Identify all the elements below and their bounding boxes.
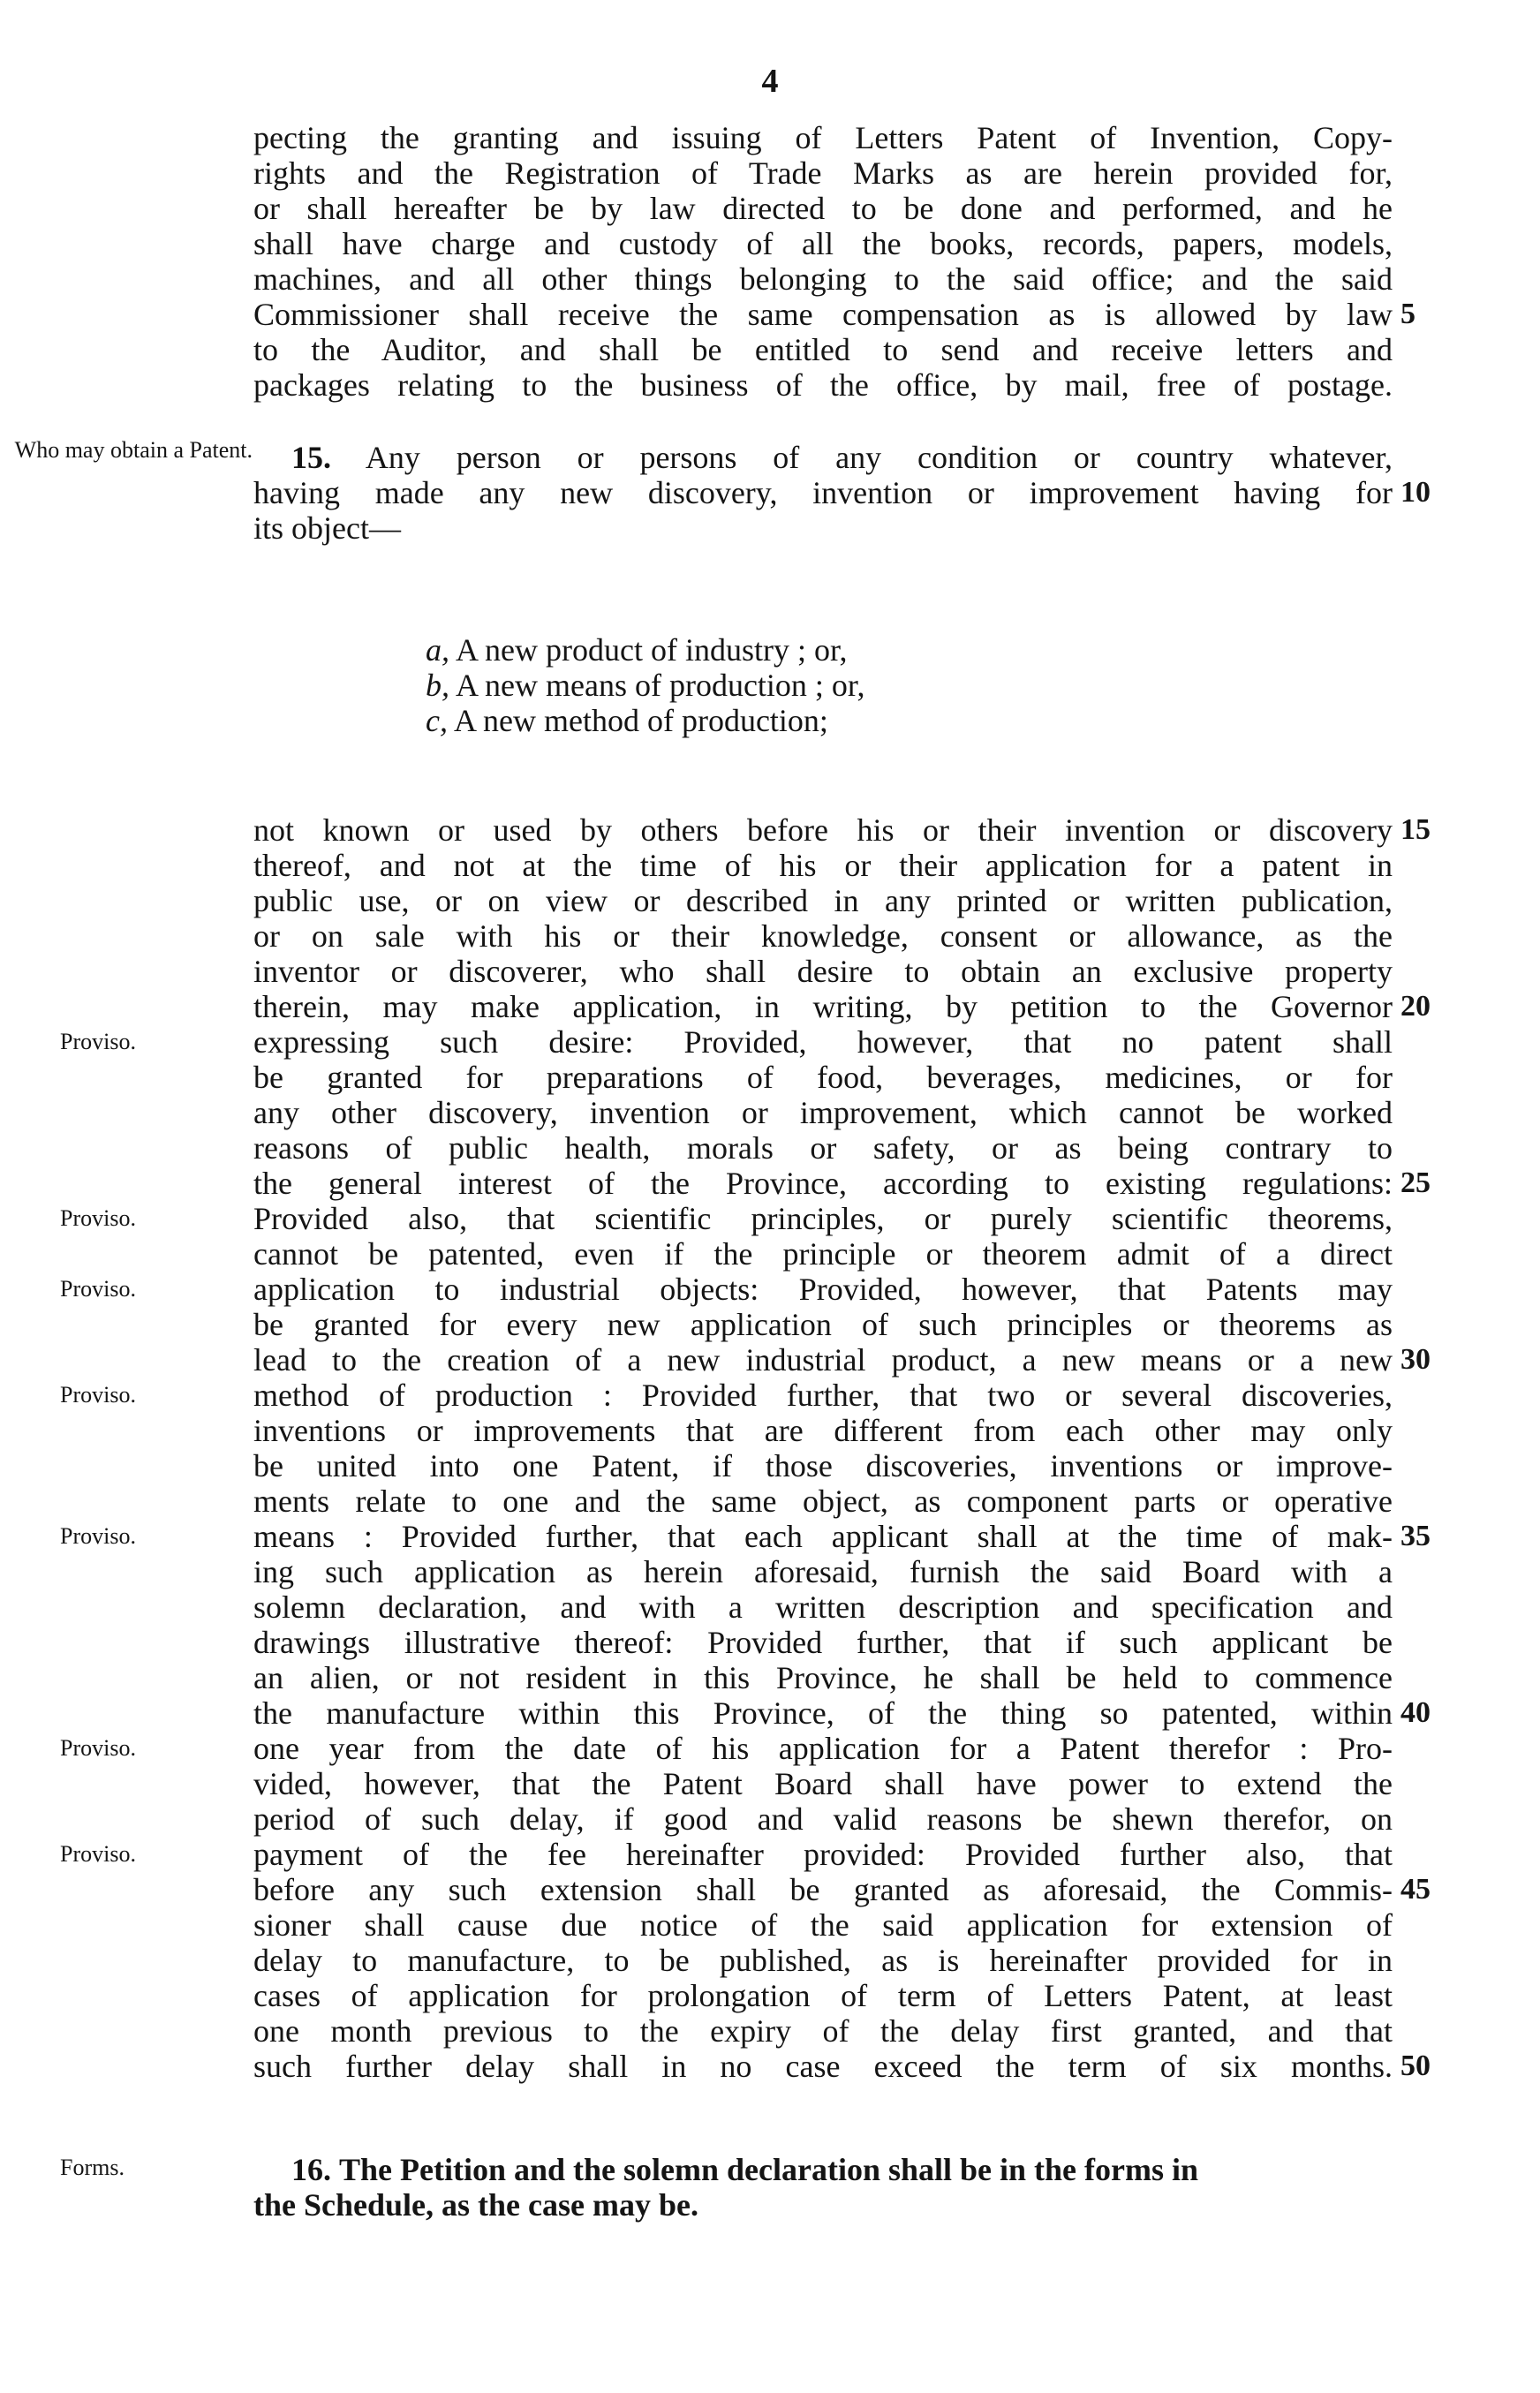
section-number: 16.	[291, 2152, 331, 2187]
text-line: one year from the date of his application for a Patent therefor : Pro-	[253, 1731, 1393, 1766]
margin-note-proviso: Proviso.	[60, 1735, 136, 1761]
text-line: shall have charge and custody of all the books, records, papers, models,	[253, 226, 1393, 261]
margin-note-proviso: Proviso.	[60, 1029, 136, 1054]
object-item-b	[426, 668, 864, 703]
text-line: cannot be patented, even if the principle or theorem admit of a direct	[253, 1236, 1393, 1272]
text-line: or shall hereafter be by law directed to be done and performed, and he	[253, 191, 1393, 226]
text-line: to the Auditor, and shall be entitled to send and receive letters and	[253, 332, 1393, 367]
text-line: delay to manufacture, to be published, as is hereinafter provided for in	[253, 1943, 1393, 1978]
section-number: 15.	[291, 440, 331, 475]
text-line: sioner shall cause due notice of the said application for extension of	[253, 1907, 1393, 1943]
text-line: vided, however, that the Patent Board shall have power to extend the	[253, 1766, 1393, 1801]
line-number: 30	[1400, 1343, 1431, 1376]
text-line: The Petition and the solemn declaration shall be in the forms in	[339, 2152, 1199, 2187]
text-line: drawings illustrative thereof: Provided further, that if such applicant be	[253, 1625, 1393, 1660]
text-line: any other discovery, invention or improvement, which cannot be worked	[253, 1095, 1393, 1130]
item-letter: b,	[426, 668, 449, 703]
text-line: or on sale with his or their knowledge, consent or allowance, as the	[253, 918, 1393, 954]
text-line: having made any new discovery, invention or improvement having for	[253, 475, 1393, 510]
line-number: 20	[1400, 990, 1431, 1023]
text-line: reasons of public health, morals or safety, or as being contrary to	[253, 1130, 1393, 1166]
text-line: its object—	[253, 510, 401, 546]
text-line: pecting the granting and issuing of Letters Patent of Invention, Copy-	[253, 120, 1393, 155]
text-line: thereof, and not at the time of his or their application for a patent in	[253, 848, 1393, 883]
page-number: 4	[761, 63, 779, 100]
text-line: therein, may make application, in writing, by petition to the Governor	[253, 989, 1393, 1024]
text-line: before any such extension shall be granted as aforesaid, the Commis-	[253, 1872, 1393, 1907]
margin-note-who-may-obtain: Who may obtain a Patent.	[14, 437, 253, 463]
text-line: cases of application for prolongation of term of Letters Patent, at least	[253, 1978, 1393, 2013]
text-line: expressing such desire: Provided, however, that no patent shall	[253, 1024, 1393, 1060]
item-letter: a,	[426, 632, 449, 668]
text-line: payment of the fee hereinafter provided: Provided further also, that	[253, 1837, 1393, 1872]
text-line: Provided also, that scientific principles, or purely scientific theorems,	[253, 1201, 1393, 1236]
text-line: Any person or persons of any condition or country whatever,	[365, 440, 1393, 475]
item-text: A new product of industry ; or,	[456, 632, 848, 668]
margin-note-proviso: Proviso.	[60, 1382, 136, 1408]
line-number: 45	[1400, 1873, 1431, 1906]
object-item-a	[426, 632, 848, 668]
line-number: 15	[1400, 813, 1431, 846]
text-line: rights and the Registration of Trade Marks as are herein provided for,	[253, 155, 1393, 191]
text-line: packages relating to the business of the office, by mail, free of postage.	[253, 367, 1393, 403]
text-line: application to industrial objects: Provided, however, that Patents may	[253, 1272, 1393, 1307]
text-line: ments relate to one and the same object, as component parts or operative	[253, 1483, 1393, 1519]
text-line: be united into one Patent, if those discoveries, inventions or improve-	[253, 1448, 1393, 1483]
text-line: such further delay shall in no case exceed the term of six months.	[253, 2049, 1393, 2084]
text-line: period of such delay, if good and valid reasons be shewn therefor, on	[253, 1801, 1393, 1837]
line-number: 5	[1400, 298, 1415, 330]
line-number: 25	[1400, 1166, 1431, 1199]
line-number: 35	[1400, 1520, 1431, 1552]
text-line: not known or used by others before his or their invention or discovery	[253, 812, 1393, 848]
text-line: inventions or improvements that are different from each other may only	[253, 1413, 1393, 1448]
item-letter: c,	[426, 703, 448, 738]
text-line: machines, and all other things belonging to the said office; and the said	[253, 261, 1393, 297]
text-line: the general interest of the Province, according to existing regulations:	[253, 1166, 1393, 1201]
line-number: 40	[1400, 1696, 1431, 1729]
item-text: A new method of production;	[454, 703, 828, 738]
text-line: be granted for every new application of such principles or theorems as	[253, 1307, 1393, 1342]
item-text: A new means of production ; or,	[456, 668, 865, 703]
text-line: the manufacture within this Province, of the thing so patented, within	[253, 1695, 1393, 1731]
text-line: ing such application as herein aforesaid, furnish the said Board with a	[253, 1554, 1393, 1589]
text-line: method of production : Provided further, that two or several discoveries,	[253, 1378, 1393, 1413]
text-line: Commissioner shall receive the same compensation as is allowed by law	[253, 297, 1393, 332]
text-line: public use, or on view or described in any printed or written publication,	[253, 883, 1393, 918]
line-number: 10	[1400, 476, 1431, 509]
line-number: 50	[1400, 2050, 1431, 2082]
text-line: solemn declaration, and with a written description and specification and	[253, 1589, 1393, 1625]
text-line: lead to the creation of a new industrial product, a new means or a new	[253, 1342, 1393, 1378]
margin-note-proviso: Proviso.	[60, 1276, 136, 1302]
margin-note-proviso: Proviso.	[60, 1523, 136, 1549]
margin-note-forms: Forms.	[60, 2155, 125, 2180]
margin-note-proviso: Proviso.	[60, 1841, 136, 1867]
text-line: be granted for preparations of food, beverages, medicines, or for	[253, 1060, 1393, 1095]
text-line: means : Provided further, that each applicant shall at the time of mak-	[253, 1519, 1393, 1554]
section-15-first-line	[291, 440, 1393, 475]
text-line: an alien, or not resident in this Province, he shall be held to commence	[253, 1660, 1393, 1695]
margin-note-proviso: Proviso.	[60, 1205, 136, 1231]
text-line: one month previous to the expiry of the delay first granted, and that	[253, 2013, 1393, 2049]
text-line: inventor or discoverer, who shall desire to obtain an exclusive property	[253, 954, 1393, 989]
text-line: the Schedule, as the case may be.	[253, 2187, 698, 2223]
object-item-c	[426, 703, 828, 738]
section-16-first-line	[291, 2152, 1393, 2187]
